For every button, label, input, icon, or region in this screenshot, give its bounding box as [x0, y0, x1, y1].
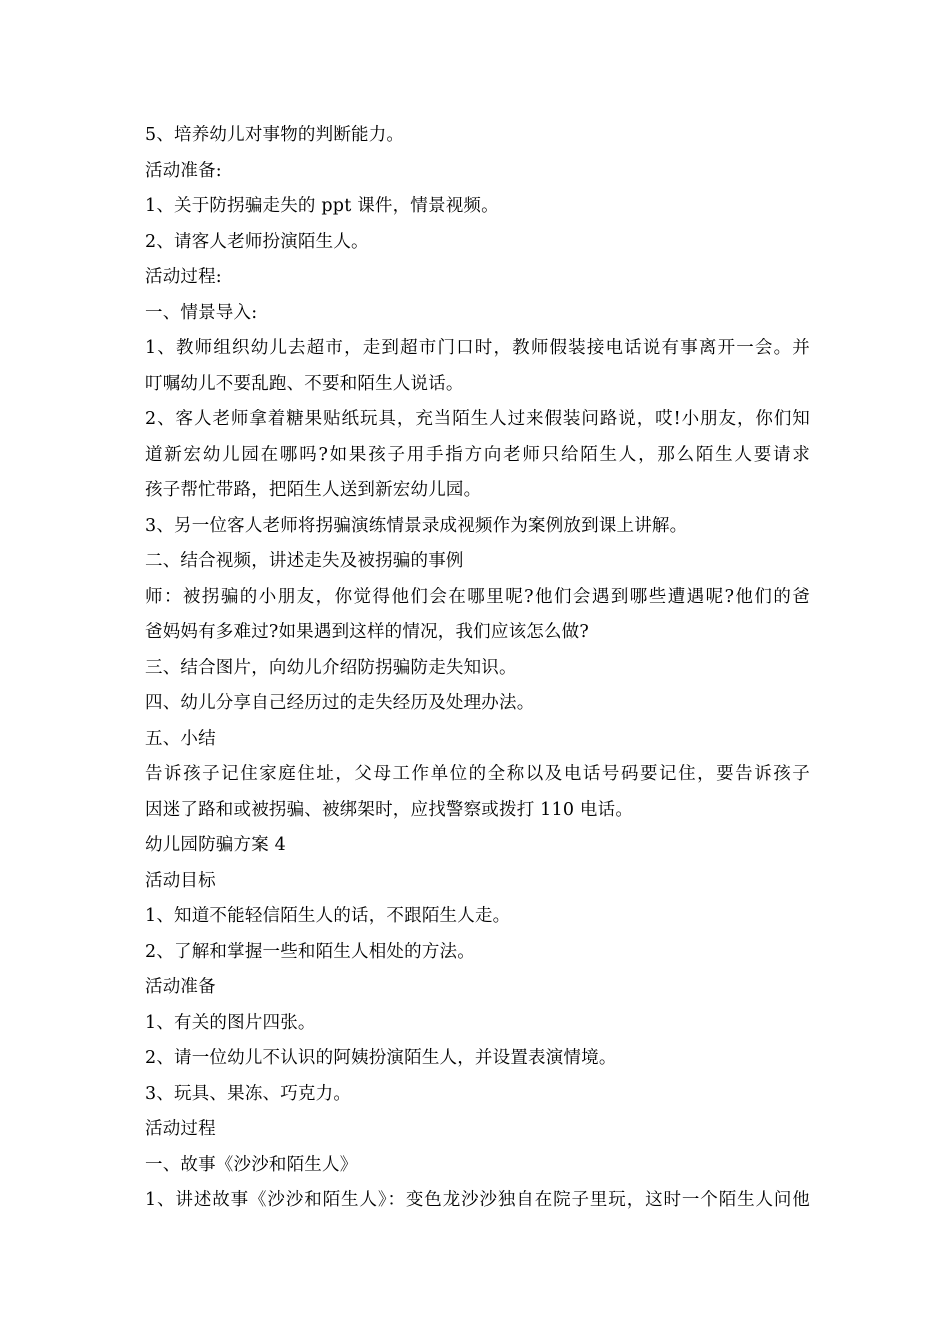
text-line: 2、请一位幼儿不认识的阿姨扮演陌生人，并设置表演情境。 — [145, 1048, 617, 1068]
text-line: 1、关于防拐骗走失的 ppt 课件，情景视频。 — [145, 196, 499, 216]
text-line: 2、请客人老师扮演陌生人。 — [145, 231, 369, 252]
text-line: 告诉孩子记住家庭住址，父母工作单位的全称以及电话号码要记住，要告诉孩子 — [145, 764, 810, 784]
text-line: 1、知道不能轻信陌生人的话，不跟陌生人走。 — [145, 906, 511, 926]
text-line: 四、幼儿分享自己经历过的走失经历及处理办法。 — [145, 693, 535, 713]
text-line: 五、小结 — [145, 728, 216, 749]
text-line: 幼儿园防骗方案 4 — [145, 835, 286, 855]
text-line: 孩子帮忙带路，把陌生人送到新宏幼儿园。 — [145, 480, 482, 500]
text-line: 1、讲述故事《沙沙和陌生人》：变色龙沙沙独自在院子里玩，这时一个陌生人问他 — [145, 1190, 810, 1210]
text-line: 3、另一位客人老师将拐骗演练情景录成视频作为案例放到课上讲解。 — [145, 515, 688, 536]
text-line: 一、故事《沙沙和陌生人》 — [145, 1154, 358, 1175]
text-line: 叮嘱幼儿不要乱跑、不要和陌生人说话。 — [145, 373, 464, 394]
text-line: 3、玩具、果冻、巧克力。 — [145, 1083, 352, 1104]
text-line: 二、结合视频，讲述走失及被拐骗的事例 — [145, 551, 464, 571]
text-line: 活动目标 — [145, 870, 216, 891]
text-line: 活动过程 — [145, 1119, 216, 1139]
text-line: 活动准备 — [145, 977, 216, 997]
text-line: 5、培养幼儿对事物的判断能力。 — [145, 125, 405, 145]
text-line: 活动过程: — [145, 267, 222, 287]
text-line: 1、有关的图片四张。 — [145, 1012, 316, 1033]
text-line: 道新宏幼儿园在哪吗?如果孩子用手指方向老师只给陌生人，那么陌生人要请求 — [145, 444, 810, 465]
text-line: 1、教师组织幼儿去超市，走到超市门口时，教师假装接电话说有事离开一会。并 — [145, 338, 810, 358]
text-line: 爸妈妈有多难过?如果遇到这样的情况，我们应该怎么做? — [145, 622, 589, 642]
text-line: 2、客人老师拿着糖果贴纸玩具，充当陌生人过来假装问路说，哎!小朋友，你们知 — [145, 409, 810, 429]
text-line: 活动准备: — [145, 160, 222, 181]
text-line: 师：被拐骗的小朋友，你觉得他们会在哪里呢?他们会遇到哪些遭遇呢?他们的爸 — [145, 586, 810, 607]
document-body — [145, 118, 810, 1219]
text-line: 一、情景导入: — [145, 302, 258, 323]
text-line: 2、了解和掌握一些和陌生人相处的方法。 — [145, 941, 475, 962]
text-line: 因迷了路和或被拐骗、被绑架时，应找警察或拨打 110 电话。 — [145, 799, 634, 820]
text-line: 三、结合图片，向幼儿介绍防拐骗防走失知识。 — [145, 657, 517, 678]
